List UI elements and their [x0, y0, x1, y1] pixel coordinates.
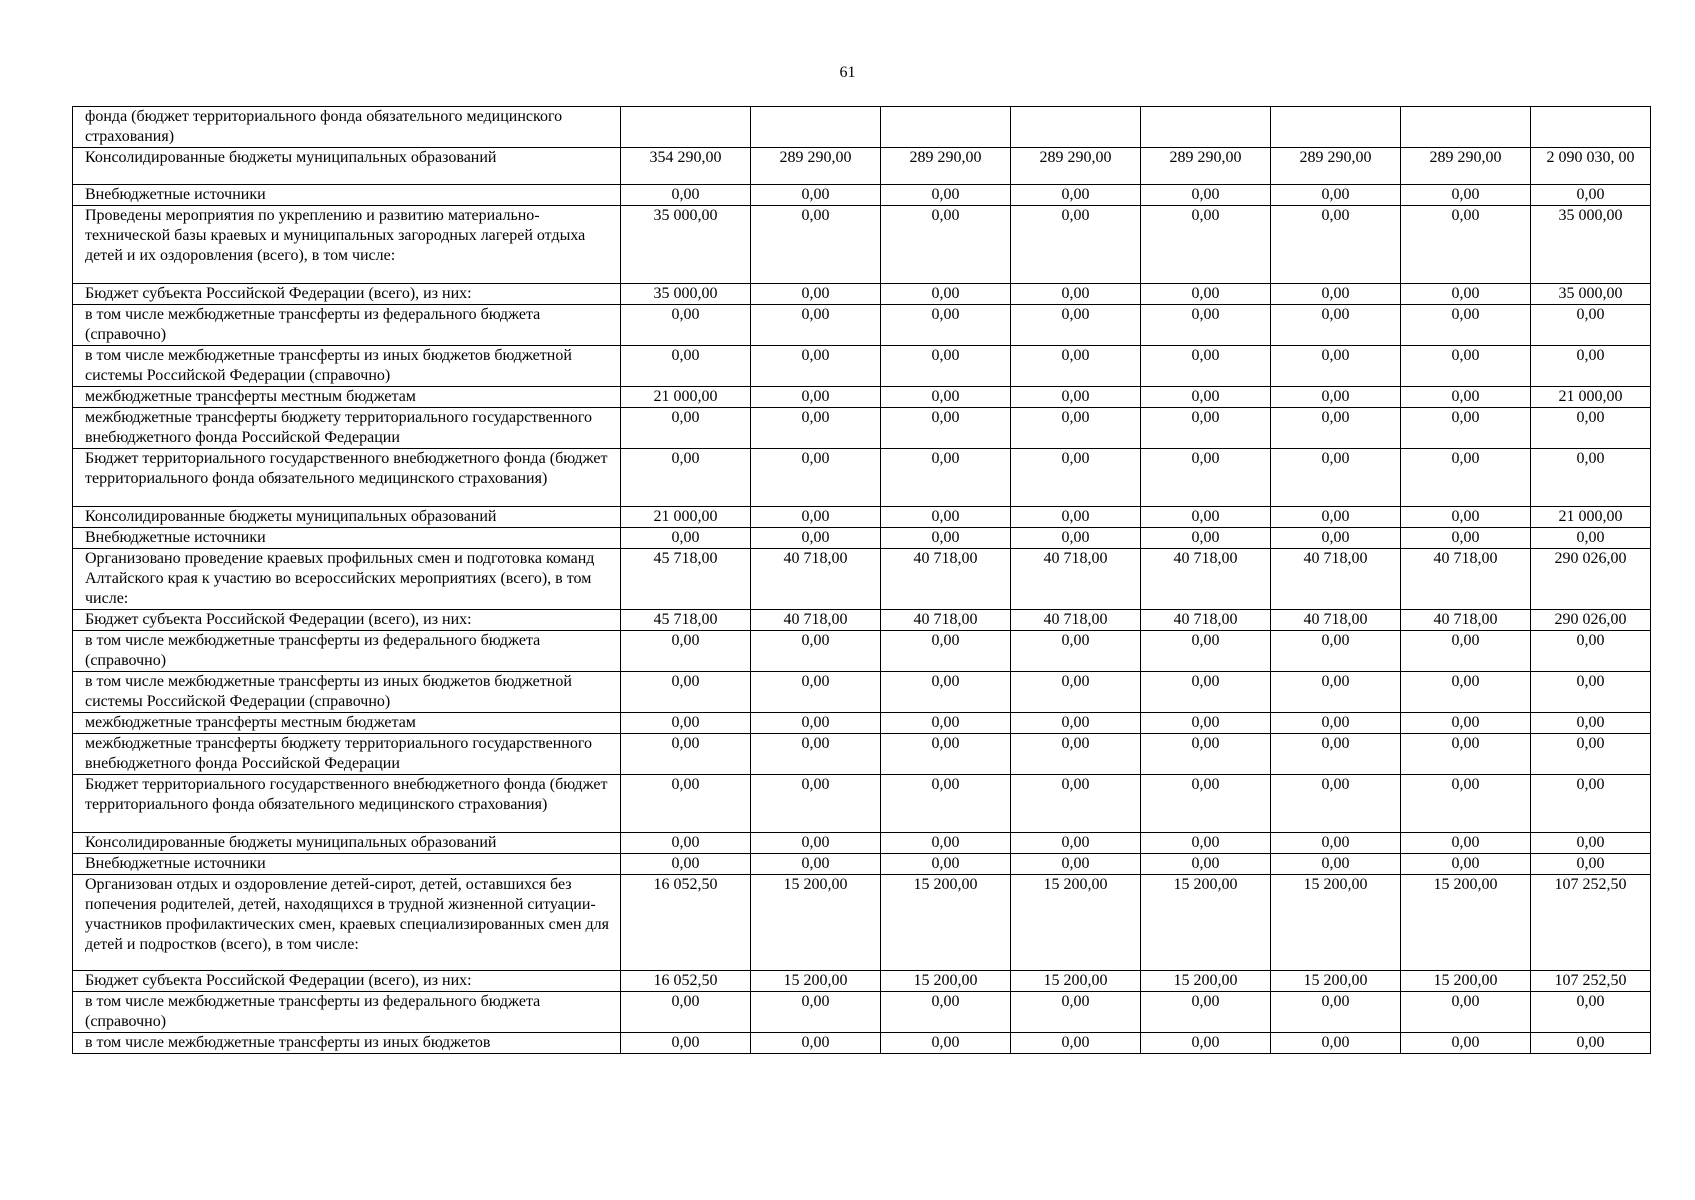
row-value-cell: 0,00 [751, 713, 881, 734]
row-label: Бюджет территориального государственного внебюджетного фонда (бюджет территориального фонда обязательного медицинского страхования) [73, 449, 621, 507]
row-label: в том числе межбюджетные трансферты из иных бюджетов [73, 1033, 621, 1054]
table-row [73, 408, 1651, 449]
row-value-cell: 289 290,00 [1011, 148, 1141, 185]
row-value-cell: 0,00 [751, 992, 881, 1033]
row-label: в том числе межбюджетные трансферты из федерального бюджета (справочно) [73, 992, 621, 1033]
table-row [73, 185, 1651, 206]
table-row [73, 854, 1651, 875]
row-value-cell: 0,00 [751, 833, 881, 854]
row-value-cell: 0,00 [751, 854, 881, 875]
row-value-cell: 0,00 [1271, 284, 1401, 305]
row-total-cell: 107 252,50 [1531, 971, 1651, 992]
row-label: Организован отдых и оздоровление детей-сирот, детей, оставшихся без попечения родителей, детей, находящихся в трудной жизненной ситуации-участников профилактических смен, краевых специализированных смен для детей и подростков (всего), в том числе: [73, 875, 621, 971]
row-value-cell: 45 718,00 [621, 610, 751, 631]
row-value-cell: 15 200,00 [1271, 971, 1401, 992]
row-value-cell: 0,00 [881, 713, 1011, 734]
row-value-cell: 0,00 [1141, 992, 1271, 1033]
row-value-cell: 289 290,00 [1401, 148, 1531, 185]
row-value-cell: 15 200,00 [881, 875, 1011, 971]
row-total-cell: 0,00 [1531, 185, 1651, 206]
table-row [73, 610, 1651, 631]
row-value-cell: 0,00 [1011, 185, 1141, 206]
row-total-cell: 290 026,00 [1531, 549, 1651, 610]
row-label: межбюджетные трансферты бюджету территориального государственного внебюджетного фонда Российской Федерации [73, 734, 621, 775]
row-value-cell: 0,00 [1271, 734, 1401, 775]
row-value-cell: 0,00 [1011, 284, 1141, 305]
row-value-cell: 0,00 [881, 1033, 1011, 1054]
row-value-cell: 0,00 [621, 734, 751, 775]
row-value-cell: 0,00 [621, 449, 751, 507]
row-total-cell: 0,00 [1531, 346, 1651, 387]
row-total-cell: 21 000,00 [1531, 387, 1651, 408]
row-value-cell: 0,00 [1401, 346, 1531, 387]
row-value-cell: 40 718,00 [1011, 549, 1141, 610]
row-value-cell: 0,00 [621, 528, 751, 549]
table-row [73, 148, 1651, 185]
row-value-cell: 0,00 [1271, 185, 1401, 206]
row-value-cell: 0,00 [1011, 449, 1141, 507]
row-value-cell: 0,00 [1011, 992, 1141, 1033]
row-value-cell: 0,00 [1011, 672, 1141, 713]
row-value-cell: 0,00 [881, 992, 1011, 1033]
row-label: Консолидированные бюджеты муниципальных образований [73, 833, 621, 854]
row-value-cell: 0,00 [621, 1033, 751, 1054]
row-value-cell: 0,00 [751, 185, 881, 206]
row-value-cell: 0,00 [621, 775, 751, 833]
row-label: Бюджет субъекта Российской Федерации (всего), из них: [73, 284, 621, 305]
row-value-cell: 0,00 [1141, 185, 1271, 206]
row-value-cell: 0,00 [881, 449, 1011, 507]
row-value-cell: 0,00 [1141, 408, 1271, 449]
row-value-cell: 0,00 [881, 387, 1011, 408]
row-value-cell: 0,00 [1011, 206, 1141, 284]
row-value-cell: 0,00 [751, 734, 881, 775]
row-value-cell: 0,00 [1011, 833, 1141, 854]
row-total-cell: 0,00 [1531, 408, 1651, 449]
row-value-cell: 0,00 [1141, 734, 1271, 775]
budget-table [72, 106, 1651, 1054]
row-value-cell: 40 718,00 [1011, 610, 1141, 631]
row-value-cell: 0,00 [1141, 713, 1271, 734]
row-value-cell: 40 718,00 [1141, 549, 1271, 610]
row-value-cell: 0,00 [751, 305, 881, 346]
row-value-cell: 0,00 [621, 854, 751, 875]
row-value-cell: 40 718,00 [1271, 549, 1401, 610]
table-row [73, 734, 1651, 775]
row-value-cell [621, 107, 751, 148]
row-value-cell: 0,00 [1011, 387, 1141, 408]
row-value-cell: 0,00 [1401, 734, 1531, 775]
row-label: межбюджетные трансферты местным бюджетам [73, 713, 621, 734]
row-value-cell: 0,00 [1011, 1033, 1141, 1054]
row-value-cell: 40 718,00 [881, 549, 1011, 610]
row-value-cell: 40 718,00 [751, 610, 881, 631]
table-row [73, 549, 1651, 610]
row-value-cell: 0,00 [1401, 284, 1531, 305]
row-value-cell: 40 718,00 [881, 610, 1011, 631]
row-value-cell: 0,00 [1141, 206, 1271, 284]
row-value-cell: 0,00 [881, 528, 1011, 549]
row-value-cell: 0,00 [1401, 387, 1531, 408]
row-value-cell: 0,00 [1271, 775, 1401, 833]
row-label: Консолидированные бюджеты муниципальных образований [73, 148, 621, 185]
row-value-cell: 0,00 [1011, 713, 1141, 734]
row-value-cell: 0,00 [881, 408, 1011, 449]
row-value-cell: 0,00 [881, 854, 1011, 875]
row-label: Внебюджетные источники [73, 854, 621, 875]
row-value-cell: 0,00 [1011, 507, 1141, 528]
row-total-cell: 290 026,00 [1531, 610, 1651, 631]
row-value-cell: 35 000,00 [621, 206, 751, 284]
row-label: межбюджетные трансферты бюджету территориального государственного внебюджетного фонда Российской Федерации [73, 408, 621, 449]
row-value-cell: 0,00 [881, 507, 1011, 528]
row-value-cell: 0,00 [1401, 631, 1531, 672]
row-value-cell: 0,00 [1271, 713, 1401, 734]
row-value-cell: 40 718,00 [1401, 549, 1531, 610]
row-value-cell: 0,00 [621, 713, 751, 734]
row-value-cell: 21 000,00 [621, 387, 751, 408]
row-label: в том числе межбюджетные трансферты из иных бюджетов бюджетной системы Российской Федерации (справочно) [73, 672, 621, 713]
row-value-cell: 0,00 [1271, 1033, 1401, 1054]
row-value-cell: 40 718,00 [751, 549, 881, 610]
row-value-cell: 0,00 [1141, 346, 1271, 387]
row-value-cell: 0,00 [1401, 206, 1531, 284]
row-value-cell: 0,00 [1401, 528, 1531, 549]
row-value-cell: 0,00 [621, 833, 751, 854]
row-value-cell: 0,00 [751, 507, 881, 528]
row-value-cell: 289 290,00 [751, 148, 881, 185]
row-label: межбюджетные трансферты местным бюджетам [73, 387, 621, 408]
row-value-cell: 0,00 [1141, 775, 1271, 833]
row-value-cell: 0,00 [1401, 833, 1531, 854]
row-value-cell: 0,00 [621, 185, 751, 206]
row-value-cell: 0,00 [1011, 734, 1141, 775]
row-value-cell: 0,00 [751, 672, 881, 713]
row-total-cell: 0,00 [1531, 833, 1651, 854]
row-value-cell: 0,00 [1141, 833, 1271, 854]
row-value-cell: 0,00 [1011, 854, 1141, 875]
table-row [73, 833, 1651, 854]
table-row [73, 775, 1651, 833]
row-value-cell: 16 052,50 [621, 971, 751, 992]
row-label: в том числе межбюджетные трансферты из иных бюджетов бюджетной системы Российской Федерации (справочно) [73, 346, 621, 387]
row-value-cell: 0,00 [621, 346, 751, 387]
row-value-cell: 354 290,00 [621, 148, 751, 185]
row-value-cell: 0,00 [751, 387, 881, 408]
row-value-cell: 0,00 [881, 305, 1011, 346]
row-value-cell: 0,00 [751, 284, 881, 305]
row-label: в том числе межбюджетные трансферты из федерального бюджета (справочно) [73, 631, 621, 672]
row-value-cell: 0,00 [881, 833, 1011, 854]
row-total-cell: 0,00 [1531, 992, 1651, 1033]
row-value-cell: 40 718,00 [1271, 610, 1401, 631]
row-value-cell: 0,00 [881, 206, 1011, 284]
table-row [73, 875, 1651, 971]
row-value-cell: 15 200,00 [1011, 971, 1141, 992]
row-value-cell [1141, 107, 1271, 148]
row-total-cell: 0,00 [1531, 734, 1651, 775]
row-value-cell: 15 200,00 [1401, 971, 1531, 992]
table-row [73, 206, 1651, 284]
row-total-cell: 0,00 [1531, 631, 1651, 672]
page-number: 61 [839, 64, 856, 81]
row-value-cell: 0,00 [1271, 528, 1401, 549]
row-value-cell: 0,00 [1011, 528, 1141, 549]
row-value-cell: 0,00 [1401, 992, 1531, 1033]
row-value-cell: 0,00 [1271, 507, 1401, 528]
row-label: Бюджет субъекта Российской Федерации (всего), из них: [73, 610, 621, 631]
row-value-cell: 0,00 [1401, 305, 1531, 346]
row-value-cell: 0,00 [1141, 528, 1271, 549]
row-total-cell: 2 090 030, 00 [1531, 148, 1651, 185]
row-value-cell: 0,00 [751, 206, 881, 284]
row-value-cell: 0,00 [1271, 346, 1401, 387]
row-total-cell: 0,00 [1531, 672, 1651, 713]
row-value-cell: 0,00 [1141, 284, 1271, 305]
row-value-cell: 40 718,00 [1401, 610, 1531, 631]
row-value-cell: 289 290,00 [1141, 148, 1271, 185]
row-value-cell: 15 200,00 [881, 971, 1011, 992]
row-value-cell: 0,00 [1141, 631, 1271, 672]
row-value-cell: 0,00 [881, 185, 1011, 206]
row-value-cell: 0,00 [881, 346, 1011, 387]
row-value-cell: 0,00 [1401, 507, 1531, 528]
row-value-cell: 15 200,00 [751, 971, 881, 992]
row-total-cell [1531, 107, 1651, 148]
row-value-cell: 0,00 [881, 672, 1011, 713]
row-value-cell: 0,00 [1011, 631, 1141, 672]
row-label: Внебюджетные источники [73, 528, 621, 549]
table-row [73, 305, 1651, 346]
row-value-cell: 45 718,00 [621, 549, 751, 610]
row-value-cell: 0,00 [881, 734, 1011, 775]
row-value-cell: 0,00 [621, 992, 751, 1033]
row-value-cell: 0,00 [751, 775, 881, 833]
row-label: Бюджет субъекта Российской Федерации (всего), из них: [73, 971, 621, 992]
row-value-cell: 16 052,50 [621, 875, 751, 971]
row-value-cell: 15 200,00 [751, 875, 881, 971]
row-value-cell: 0,00 [1141, 305, 1271, 346]
row-label: Организовано проведение краевых профильных смен и подготовка команд Алтайского края к участию во всероссийских мероприятиях (всего), в том числе: [73, 549, 621, 610]
row-value-cell: 289 290,00 [881, 148, 1011, 185]
row-value-cell: 0,00 [1271, 992, 1401, 1033]
row-value-cell: 21 000,00 [621, 507, 751, 528]
row-total-cell: 35 000,00 [1531, 206, 1651, 284]
table-row [73, 1033, 1651, 1054]
row-value-cell: 0,00 [621, 631, 751, 672]
row-total-cell: 0,00 [1531, 854, 1651, 875]
row-value-cell: 15 200,00 [1011, 875, 1141, 971]
row-value-cell: 0,00 [1271, 387, 1401, 408]
row-value-cell: 15 200,00 [1271, 875, 1401, 971]
row-value-cell [1401, 107, 1531, 148]
row-total-cell: 0,00 [1531, 775, 1651, 833]
row-value-cell: 0,00 [751, 449, 881, 507]
row-value-cell: 0,00 [1141, 449, 1271, 507]
table-row [73, 107, 1651, 148]
table-row [73, 971, 1651, 992]
row-value-cell: 0,00 [751, 346, 881, 387]
row-label: фонда (бюджет территориального фонда обязательного медицинского страхования) [73, 107, 621, 148]
row-value-cell: 0,00 [1141, 507, 1271, 528]
table-row [73, 672, 1651, 713]
row-label: в том числе межбюджетные трансферты из федерального бюджета (справочно) [73, 305, 621, 346]
row-value-cell: 0,00 [1401, 854, 1531, 875]
row-value-cell: 0,00 [1271, 408, 1401, 449]
row-value-cell: 0,00 [751, 528, 881, 549]
row-value-cell: 40 718,00 [1141, 610, 1271, 631]
row-value-cell: 0,00 [1401, 408, 1531, 449]
row-value-cell: 0,00 [1271, 449, 1401, 507]
row-label: Бюджет территориального государственного внебюджетного фонда (бюджет территориального фонда обязательного медицинского страхования) [73, 775, 621, 833]
row-value-cell: 0,00 [1011, 775, 1141, 833]
row-value-cell: 0,00 [1401, 775, 1531, 833]
table-row [73, 992, 1651, 1033]
row-value-cell: 0,00 [1011, 305, 1141, 346]
row-value-cell: 0,00 [1401, 1033, 1531, 1054]
row-value-cell: 0,00 [1141, 387, 1271, 408]
row-value-cell: 0,00 [881, 775, 1011, 833]
row-label: Внебюджетные источники [73, 185, 621, 206]
budget-table-body [73, 107, 1651, 1054]
row-total-cell: 0,00 [1531, 713, 1651, 734]
row-value-cell: 0,00 [1141, 1033, 1271, 1054]
row-value-cell: 0,00 [1011, 346, 1141, 387]
row-value-cell: 15 200,00 [1141, 875, 1271, 971]
table-row [73, 284, 1651, 305]
row-value-cell: 0,00 [621, 672, 751, 713]
row-value-cell: 0,00 [1141, 672, 1271, 713]
row-value-cell: 0,00 [881, 631, 1011, 672]
row-value-cell: 0,00 [1271, 672, 1401, 713]
row-value-cell [881, 107, 1011, 148]
table-row [73, 387, 1651, 408]
row-value-cell: 0,00 [1141, 854, 1271, 875]
row-value-cell: 0,00 [751, 631, 881, 672]
row-value-cell: 0,00 [621, 408, 751, 449]
row-value-cell: 0,00 [1401, 185, 1531, 206]
row-value-cell: 0,00 [621, 305, 751, 346]
table-row [73, 528, 1651, 549]
row-value-cell: 15 200,00 [1141, 971, 1271, 992]
row-label: Проведены мероприятия по укреплению и развитию материально-технической базы краевых и муниципальных загородных лагерей отдыха детей и их оздоровления (всего), в том числе: [73, 206, 621, 284]
row-value-cell: 35 000,00 [621, 284, 751, 305]
row-total-cell: 0,00 [1531, 449, 1651, 507]
row-value-cell: 0,00 [751, 408, 881, 449]
row-total-cell: 0,00 [1531, 1033, 1651, 1054]
row-value-cell: 0,00 [1271, 206, 1401, 284]
row-total-cell: 107 252,50 [1531, 875, 1651, 971]
row-value-cell [1011, 107, 1141, 148]
table-row [73, 449, 1651, 507]
row-total-cell: 21 000,00 [1531, 507, 1651, 528]
row-value-cell: 0,00 [1271, 631, 1401, 672]
table-row [73, 346, 1651, 387]
table-row [73, 713, 1651, 734]
row-label: Консолидированные бюджеты муниципальных образований [73, 507, 621, 528]
row-value-cell [1271, 107, 1401, 148]
row-value-cell: 0,00 [1401, 713, 1531, 734]
row-value-cell: 0,00 [881, 284, 1011, 305]
row-value-cell: 0,00 [1271, 305, 1401, 346]
row-total-cell: 0,00 [1531, 305, 1651, 346]
row-value-cell: 15 200,00 [1401, 875, 1531, 971]
row-total-cell: 0,00 [1531, 528, 1651, 549]
row-value-cell [751, 107, 881, 148]
row-value-cell: 0,00 [1011, 408, 1141, 449]
row-value-cell: 289 290,00 [1271, 148, 1401, 185]
row-value-cell: 0,00 [1271, 833, 1401, 854]
row-value-cell: 0,00 [1401, 672, 1531, 713]
table-row [73, 507, 1651, 528]
row-value-cell: 0,00 [1401, 449, 1531, 507]
table-row [73, 631, 1651, 672]
row-value-cell: 0,00 [1271, 854, 1401, 875]
row-total-cell: 35 000,00 [1531, 284, 1651, 305]
row-value-cell: 0,00 [751, 1033, 881, 1054]
